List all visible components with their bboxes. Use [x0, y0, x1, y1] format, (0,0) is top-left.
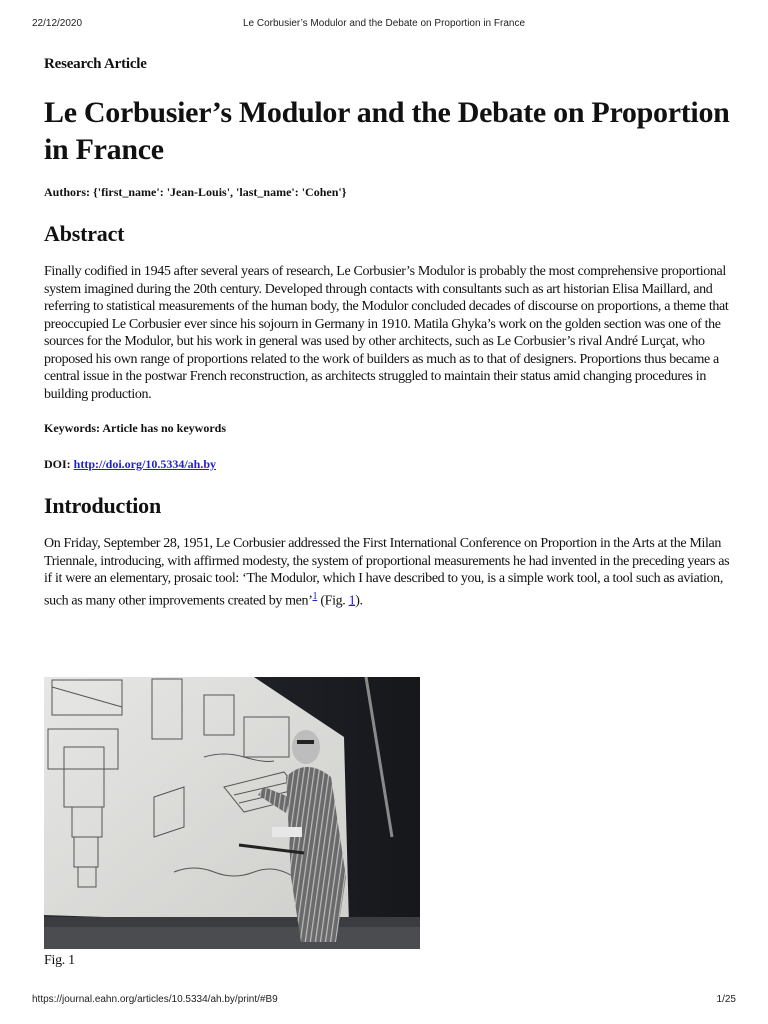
introduction-body: On Friday, September 28, 1951, Le Corbusier addressed the First International Conference on Proportion in the Arts at the Milan Triennale, introducing, with affirmed modesty, the system of proportional measurements he had invented in the preceding years as if it were an elementary, prosaic tool: ‘The Modulor, which I have described to you, is a simple work tool, a tool such as aviation, such as many other improvements created by men’ [44, 536, 730, 609]
figure-1-photo [44, 677, 420, 949]
fig-prefix: (Fig. [317, 593, 349, 609]
footnote-link-1[interactable]: 1 [312, 590, 318, 602]
abstract-text: Finally codified in 1945 after several years of research, Le Corbusier’s Modulor is probably the most comprehensive proportional system imagined during the 20th century. Developed through contacts with consultants such as art historian Elisa Maillard, and referring to statistical measurements of the human body, the Modulor concluded decades of discourse on proportions, a theme that preoccupied Le Corbusier ever since his sojourn in Germany in 1910. Matila Ghyka’s work on the golden section was one of the sources for the Modulor, but his work in general was used by other architects, such as Le Corbusier’s rival André Lurçat, who proposed his own range of proportions related to the work of builders as much as to that of designers. Proportions thus became a central issue in the postwar French reconstruction, as architects struggled to maintain their status amid changing procedures in building production. [44, 264, 729, 402]
doi-link[interactable]: http://doi.org/10.5334/ah.by [73, 457, 217, 471]
doi-label: DOI: [44, 457, 74, 471]
figure-1-caption: Fig. 1 [44, 953, 75, 968]
print-url: https://journal.eahn.org/articles/10.5334/ah.by/print/#B9 [32, 994, 278, 1005]
introduction-heading: Introduction [44, 493, 161, 518]
photo-le-corbusier-at-board [44, 677, 420, 949]
article-authors: Authors: {'first_name': 'Jean-Louis', 'last_name': 'Cohen'} [44, 185, 347, 199]
abstract-heading: Abstract [44, 221, 125, 246]
introduction-text [44, 535, 734, 610]
keywords: Keywords: Article has no keywords [44, 421, 226, 435]
print-header [0, 18, 768, 32]
article-content [44, 56, 734, 610]
print-doc-title: Le Corbusier’s Modulor and the Debate on Proportion in France [242, 18, 526, 29]
article-type: Research Article [44, 56, 147, 72]
article-title: Le Corbusier’s Modulor and the Debate on Proportion in France [44, 96, 730, 166]
fig-suffix: ). [355, 593, 363, 609]
print-date: 22/12/2020 [32, 18, 83, 29]
figure-link-1[interactable]: 1 [348, 593, 356, 609]
doi-line [44, 457, 734, 473]
page-number: 1/25 [716, 994, 736, 1005]
